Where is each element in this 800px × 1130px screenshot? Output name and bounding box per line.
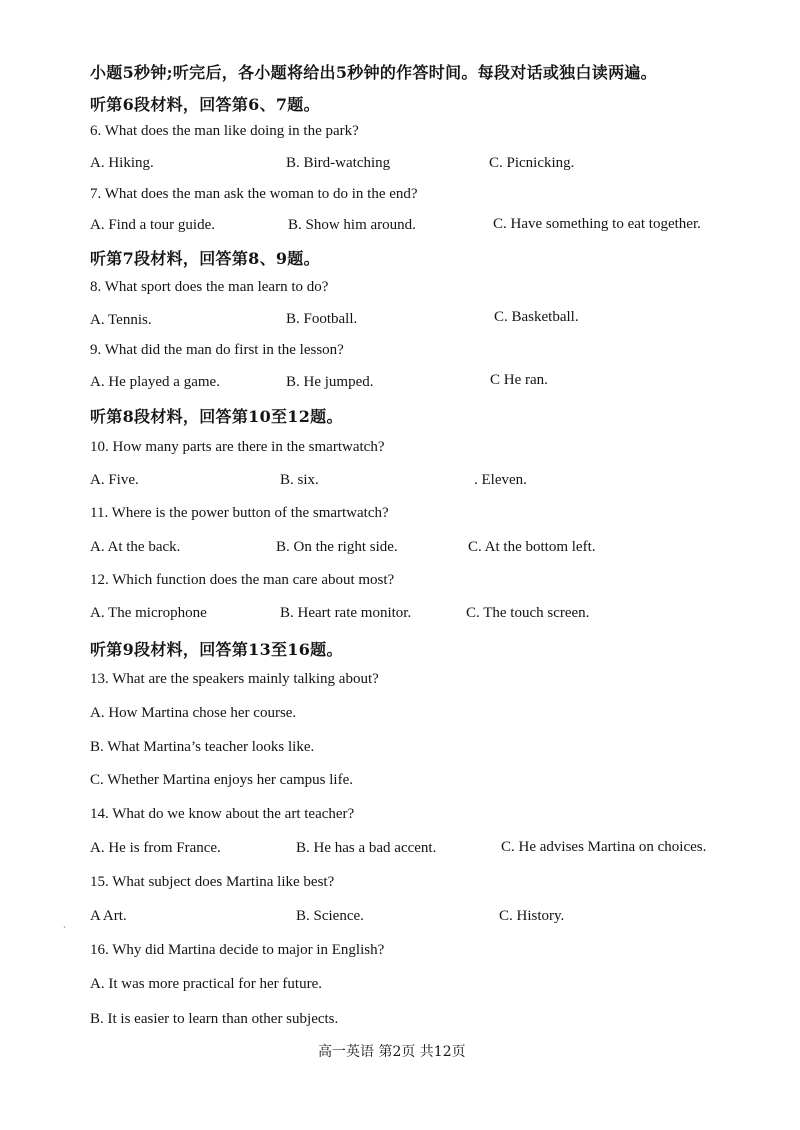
option-13a: A. How Martina chose her course. bbox=[90, 705, 297, 721]
option-10a: A. Five. bbox=[90, 472, 139, 488]
question-6: 6. What does the man like doing in the park? bbox=[90, 123, 359, 139]
question-13: 13. What are the speakers mainly talking about? bbox=[90, 671, 379, 687]
option-11a: A. At the back. bbox=[90, 539, 181, 555]
option-9b: B. He jumped. bbox=[286, 374, 374, 390]
option-14b: B. He has a bad accent. bbox=[296, 840, 437, 856]
question-14: 14. What do we know about the art teacher? bbox=[90, 806, 355, 822]
option-9c: C He ran. bbox=[490, 372, 548, 388]
question-16: 16. Why did Martina decide to major in English? bbox=[90, 942, 385, 958]
option-9a: A. He played a game. bbox=[90, 374, 220, 390]
stray-mark: ˎ bbox=[63, 919, 66, 929]
question-7: 7. What does the man ask the woman to do in the end? bbox=[90, 186, 418, 202]
option-10b: B. six. bbox=[280, 472, 319, 488]
option-14a: A. He is from France. bbox=[90, 840, 221, 856]
option-6a: A. Hiking. bbox=[90, 155, 154, 171]
option-14c: C. He advises Martina on choices. bbox=[501, 839, 707, 855]
option-6c: C. Picnicking. bbox=[489, 155, 575, 171]
option-7a: A. Find a tour guide. bbox=[90, 217, 215, 233]
option-7c: C. Have something to eat together. bbox=[493, 216, 701, 232]
question-9: 9. What did the man do first in the lesson? bbox=[90, 342, 344, 358]
option-8c: C. Basketball. bbox=[494, 309, 579, 325]
option-6b: B. Bird-watching bbox=[286, 155, 391, 171]
section-heading-7: 听第7段材料，回答第8、9题。 bbox=[90, 249, 320, 268]
option-15b: B. Science. bbox=[296, 908, 364, 924]
page-footer: 高一英语 第2页 共12页 bbox=[318, 1044, 466, 1060]
instruction-line: 小题5秒钟;听完后，各小题将给出5秒钟的作答时间。每段对话或独白读两遍。 bbox=[90, 63, 657, 82]
section-heading-8: 听第8段材料，回答第10至12题。 bbox=[90, 407, 343, 426]
option-11b: B. On the right side. bbox=[276, 539, 398, 555]
option-8a: A. Tennis. bbox=[90, 312, 152, 328]
option-13b: B. What Martina’s teacher looks like. bbox=[90, 739, 315, 755]
question-12: 12. Which function does the man care about most? bbox=[90, 572, 395, 588]
question-11: 11. Where is the power button of the smartwatch? bbox=[90, 505, 389, 521]
option-10c: . Eleven. bbox=[474, 472, 527, 488]
question-8: 8. What sport does the man learn to do? bbox=[90, 279, 329, 295]
option-15a: A Art. bbox=[90, 908, 127, 924]
section-heading-6: 听第6段材料，回答第6、7题。 bbox=[90, 95, 320, 114]
option-16a: A. It was more practical for her future. bbox=[90, 976, 322, 992]
section-heading-9: 听第9段材料，回答第13至16题。 bbox=[90, 640, 343, 659]
option-7b: B. Show him around. bbox=[288, 217, 416, 233]
option-8b: B. Football. bbox=[286, 311, 358, 327]
option-15c: C. History. bbox=[499, 908, 565, 924]
question-15: 15. What subject does Martina like best? bbox=[90, 874, 335, 890]
option-13c: C. Whether Martina enjoys her campus life. bbox=[90, 772, 353, 788]
option-12b: B. Heart rate monitor. bbox=[280, 605, 412, 621]
option-16b: B. It is easier to learn than other subjects. bbox=[90, 1011, 339, 1027]
option-12a: A. The microphone bbox=[90, 605, 207, 621]
option-12c: C. The touch screen. bbox=[466, 605, 590, 621]
question-10: 10. How many parts are there in the smartwatch? bbox=[90, 439, 385, 455]
option-11c: C. At the bottom left. bbox=[468, 539, 596, 555]
